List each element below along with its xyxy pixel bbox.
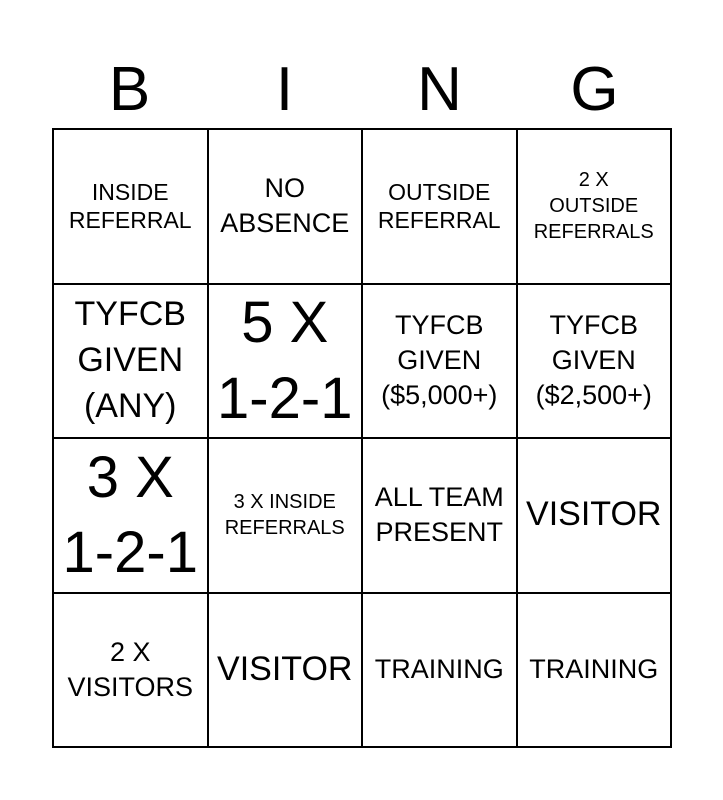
bingo-cell-r1c3[interactable] [363,130,518,285]
bingo-cell-r4c2[interactable] [209,594,364,749]
bingo-cell-r2c2[interactable] [209,285,364,440]
bingo-cell-r2c1[interactable] [54,285,209,440]
bingo-cell-r4c4[interactable] [518,594,673,749]
cell-label: VISITOR [526,495,662,534]
bingo-cell-r4c1[interactable] [54,594,209,749]
bingo-header [52,52,672,128]
cell-label: TYFCB GIVEN (ANY) [74,294,186,425]
cell-label: TYFCB GIVEN ($5,000+) [381,310,498,411]
bingo-board [52,128,672,748]
bingo-cell-r3c1[interactable] [54,439,209,594]
bingo-cell-r1c1[interactable] [54,130,209,285]
bingo-cell-r3c4[interactable] [518,439,673,594]
cell-label: TRAINING [374,654,504,685]
bingo-cell-r2c4[interactable] [518,285,673,440]
cell-label: INSIDE REFERRAL [68,178,192,234]
cell-label: 2 X OUTSIDE REFERRALS [533,169,654,244]
cell-label: 2 X VISITORS [67,636,194,702]
cell-label: ALL TEAM PRESENT [374,482,504,548]
cell-label: TYFCB GIVEN ($2,500+) [535,310,652,411]
header-letter-b: B [108,55,151,124]
cell-label: 3 X 1-2-1 [62,444,198,586]
bingo-cell-r1c2[interactable] [209,130,364,285]
header-letter-i: I [275,55,294,124]
bingo-cell-r2c3[interactable] [363,285,518,440]
cell-label: VISITOR [217,649,353,688]
header-letter-n: N [417,55,462,124]
bingo-cell-r1c4[interactable] [518,130,673,285]
cell-label: TRAINING [529,654,659,685]
cell-label: OUTSIDE REFERRAL [377,178,501,234]
cell-label: 3 X INSIDE REFERRALS [224,491,345,540]
cell-label: NO ABSENCE [220,173,350,239]
cell-label: 5 X 1-2-1 [217,290,353,431]
bingo-cell-r4c3[interactable] [363,594,518,749]
bingo-cell-r3c2[interactable] [209,439,364,594]
header-letter-g: G [570,55,619,124]
bingo-cell-r3c3[interactable] [363,439,518,594]
